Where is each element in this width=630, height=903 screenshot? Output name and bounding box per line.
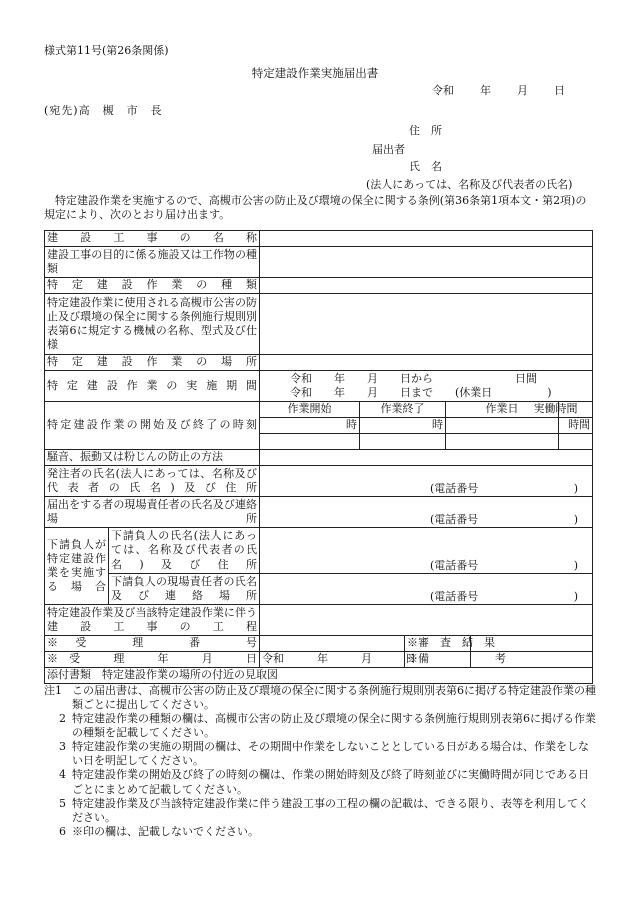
hours-field-2[interactable]	[559, 434, 593, 450]
period-field[interactable]	[260, 371, 593, 402]
note-item: 注1 この届出書は、高槻市公害の防止及び環境の保全に関する条例施行規則別表第6に掲げる特定建設作業の種類ごとに提出してください。	[44, 684, 596, 712]
submission-date	[432, 84, 565, 98]
location-label: 特定建設作業の場所	[45, 355, 260, 371]
receipt-number-label: ※受 理 番 号	[45, 636, 260, 652]
table-row	[45, 247, 593, 278]
receipt-date-label: ※受 理 年 月 日	[45, 652, 260, 668]
date-day: 日	[554, 84, 565, 97]
sub-manager-field[interactable]: (電話番号 )	[260, 574, 593, 605]
col-workday-header: 作業日	[446, 402, 559, 418]
sub-name-label: 下請負人の氏名(法人にあっては、名称及び代表者の氏名)及び住所	[109, 528, 260, 574]
receipt-date-field: 令和 年 月 日	[260, 652, 405, 668]
period-holiday: (休業日 )	[455, 386, 552, 399]
prevention-field[interactable]	[260, 450, 593, 466]
workday-field[interactable]	[446, 418, 559, 434]
period-from: 令和 年 月 日から	[290, 371, 433, 385]
review-result-label: ※審 査 結 果	[405, 636, 471, 652]
end-time-field[interactable]: 時	[360, 418, 446, 434]
address-label: 住 所	[409, 124, 442, 137]
document-title: 特定建設作業実施届出書	[251, 66, 379, 80]
orderer-field[interactable]: (電話番号 )	[260, 466, 593, 497]
applicant-label: 届出者	[372, 143, 405, 156]
project-name-field[interactable]	[260, 231, 593, 247]
machine-field[interactable]	[260, 294, 593, 355]
note-item: 2 特定建設作業の種類の欄は、高槻市公害の防止及び環境の保全に関する条例施行規則別表第6に掲げる作業の種類を記載してください。	[59, 712, 596, 740]
form-number: 様式第11号(第26条関係)	[44, 44, 169, 57]
note-item: 4 特定建設作業の開始及び終了の時刻の欄は、作業の開始時刻及び終了時刻並びに実働時間が同じである日ごとにまとめて記載してください。	[59, 768, 589, 796]
project-name-label: 建設工事の名称	[45, 231, 260, 247]
process-field[interactable]	[260, 605, 593, 636]
note-item: 5 特定建設作業及び当該特定建設作業に伴う建設工事の工程の欄の記載は、できる限り、表等を利用してください。	[59, 796, 589, 824]
location-field[interactable]	[260, 355, 593, 371]
table-row	[45, 668, 593, 684]
start-time-field-2[interactable]	[260, 434, 360, 450]
prevention-label: 騒音、振動又は粉じんの防止の方法	[45, 450, 260, 466]
period-to: 令和 年 月 日まで	[290, 386, 433, 399]
sub-name-field[interactable]: (電話番号 )	[260, 528, 593, 574]
remarks-label: ※備 考	[405, 652, 471, 668]
attachments-row: 添付書類 特定建設作業の場所の付近の見取図	[45, 668, 593, 684]
table-row	[45, 231, 593, 247]
subcontractor-group-label: 下請負人が特定建設作業を実施する場合	[45, 528, 109, 605]
table-row	[45, 528, 593, 574]
note-item: 6 ※印の欄は、記載しないでください。	[59, 824, 259, 838]
site-manager-label: 届出をする者の現場責任者の氏名及び連絡場所	[45, 497, 260, 528]
table-row	[45, 497, 593, 528]
times-label: 特定建設作業の開始及び終了の時刻	[45, 402, 260, 450]
col-end-header: 作業終了	[360, 402, 446, 418]
table-row	[45, 605, 593, 636]
name-label: 氏 名	[409, 160, 442, 173]
table-row	[45, 450, 593, 466]
site-manager-field[interactable]: (電話番号 )	[260, 497, 593, 528]
table-row	[45, 574, 593, 605]
orderer-label: 発注者の氏名(法人にあっては、名称及び代表者の氏名)及び住所	[45, 466, 260, 497]
period-days: 日間	[515, 371, 537, 385]
notes-section	[44, 684, 596, 839]
table-row	[45, 355, 593, 371]
intro-paragraph: 特定建設作業を実施するので、高槻市公害の防止及び環境の保全に関する条例(第36条第1項本文・第2項)の規定により、次のとおり届け出ます。	[44, 194, 587, 222]
sub-manager-label: 下請負人の現場責任者の氏名及び連絡場所	[109, 574, 260, 605]
table-row	[45, 371, 593, 402]
date-era: 令和	[432, 84, 454, 97]
facility-type-label: 建設工事の目的に係る施設又は工作物の種類	[45, 247, 260, 278]
receipt-number-field	[260, 636, 405, 652]
addressee: (宛先)高 槻 市 長	[44, 104, 163, 117]
notification-table	[44, 230, 593, 684]
period-label: 特定建設作業の実施期間	[45, 371, 260, 402]
work-type-label: 特定建設作業の種類	[45, 278, 260, 294]
date-year: 年	[480, 84, 491, 97]
table-row	[45, 652, 593, 668]
table-row	[45, 402, 593, 418]
col-start-header: 作業開始	[260, 402, 360, 418]
table-row	[45, 466, 593, 497]
table-row	[45, 294, 593, 355]
hours-field[interactable]: 時間	[559, 418, 593, 434]
note-item: 3 特定建設作業の実施の期間の欄は、その期間中作業をしないこととしている日がある場合は、作業をしない日を明記してください。	[59, 740, 589, 768]
process-label: 特定建設作業及び当該特定建設作業に伴う建設工事の工程	[45, 605, 260, 636]
col-hours-header: 実働時間	[559, 402, 593, 418]
table-row	[45, 636, 593, 652]
date-month: 月	[517, 84, 528, 97]
corporation-note: (法人にあっては、名称及び代表者の氏名)	[366, 178, 573, 191]
start-time-field[interactable]: 時	[260, 418, 360, 434]
workday-field-2[interactable]	[446, 434, 559, 450]
table-row	[45, 278, 593, 294]
work-type-field[interactable]	[260, 278, 593, 294]
end-time-field-2[interactable]	[360, 434, 446, 450]
facility-type-field[interactable]	[260, 247, 593, 278]
machine-label: 特定建設作業に使用される高槻市公害の防止及び環境の保全に関する条例施行規則別表第6に規定する機械の名称、型式及び仕様	[45, 294, 260, 355]
